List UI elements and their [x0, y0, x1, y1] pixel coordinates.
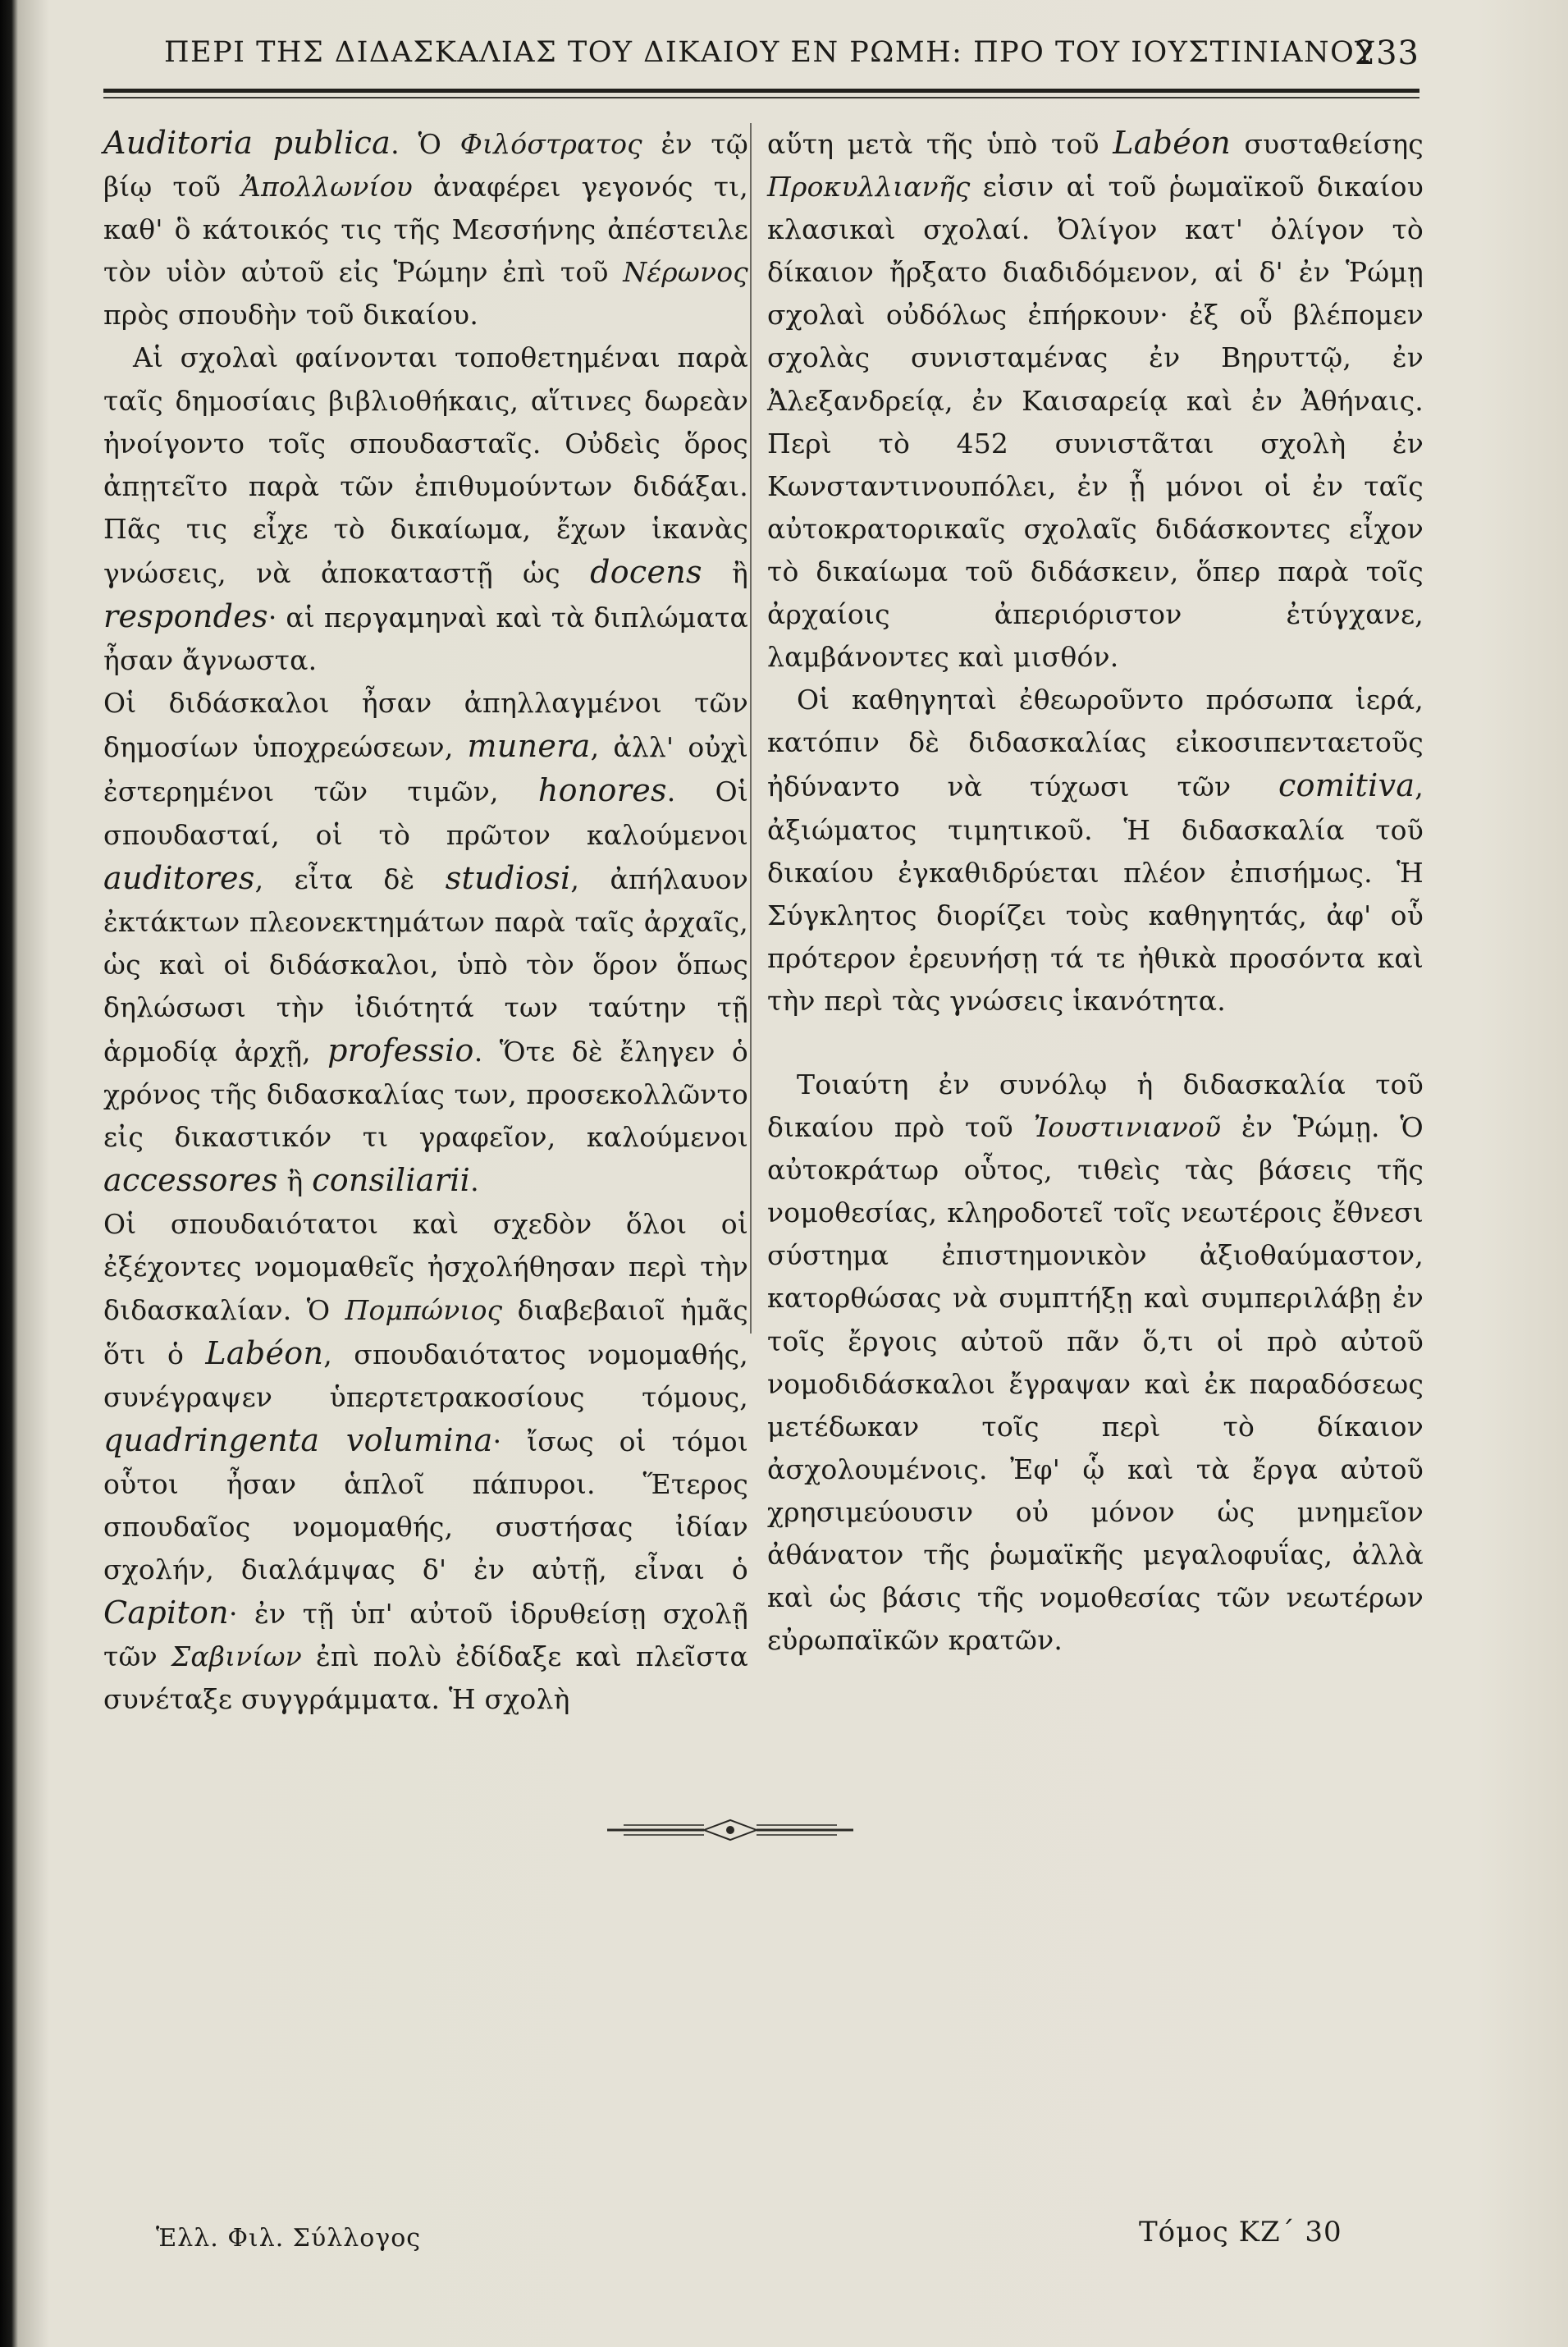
paragraph: Οἱ σπουδαιότατοι καὶ σχεδὸν ὅλοι οἱ ἐξέχοντες νομομαθεῖς ἠσχολήθησαν περὶ τὴν διδασκαλίαν. Ὁ Πομπώνιος διαβεβαιοῖ ἡμᾶς ὅτι ὁ Labéon, σπουδαιότατος νομομαθής, συνέγραψεν ὑπερτετρακοσίους τόμους, quadringenta volumina· ἴσως οἱ τόμοι οὗτοι ἦσαν ἁπλοῖ πάπυροι. Ἕτερος σπουδαῖος νομομαθής, συστήσας ἰδίαν σχολήν, διαλάμψας δ' ἐν αὐτῇ, εἶναι ὁ Capiton· ἐν τῇ ὑπ' αὐτοῦ ἱδρυθείσῃ σχολῇ τῶν Σαβινίων ἐπὶ πολὺ ἐδίδαξε καὶ πλεῖστα συνέταξε συγγράμματα. Ἡ σχολὴ: [103, 1208, 749, 1716]
paragraph: Οἱ διδάσκαλοι ἦσαν ἀπηλλαγμένοι τῶν δημοσίων ὑποχρεώσεων, munera, ἀλλ' οὐχὶ ἐστερημένοι τῶν τιμῶν, honores. Οἱ σπουδασταί, οἱ τὸ πρῶτον καλούμενοι auditores, εἶτα δὲ studiosi, ἀπήλαυον ἐκτάκτων πλεονεκτημάτων παρὰ ταῖς ἀρχαῖς, ὡς καὶ οἱ διδάσκαλοι, ὑπὸ τὸν ὅρον ὅπως δηλώσωσι τὴν ἰδιότητά των ταύτην τῇ ἁρμοδίᾳ ἀρχῇ, professio. Ὅτε δὲ ἔληγεν ὁ χρόνος τῆς διδασκαλίας των, προσεκολλῶντο εἰς δικαστικόν τι γραφεῖον, καλούμενοι accessores ἢ consiliarii.: [103, 687, 748, 1199]
paragraph: αὕτη μετὰ τῆς ὑπὸ τοῦ Labéon συσταθείσης Προκυλλιανῆς εἰσιν αἱ τοῦ ῥωμαϊκοῦ δικαίου κλασικαὶ σχολαί. Ὀλίγον κατ' ὀλίγον τὸ δίκαιον ἤρξατο διαδιδόμενον, αἱ δ' ἐν Ῥώμῃ σχολαὶ οὐδόλως ἐπήρκουν· ἐξ οὗ βλέπομεν σχολὰς συνισταμένας ἐν Βηρυττῷ, ἐν Ἀλεξανδρείᾳ, ἐν Καισαρείᾳ καὶ ἐν Ἀθήναις. Περὶ τὸ 452 συνιστᾶται σχολὴ ἐν Κωνσταντινουπόλει, ἐν ᾗ μόνοι οἱ ἐν ταῖς αὐτοκρατορικαῖς σχολαῖς διδάσκοντες εἶχον τὸ δικαίωμα τοῦ διδάσκειν, ὅπερ παρὰ τοῖς ἀρχαίοις ἀπεριόριστον ἐτύγχανε, λαμβάνοντες καὶ μισθόν.: [767, 125, 1424, 674]
ornament-divider-icon: [607, 1814, 853, 1846]
paragraph: Auditoria publica. Ὁ Φιλόστρατος ἐν τῷ βίῳ τοῦ Ἀπολλωνίου ἀναφέρει γεγονός τι, καθ' ὃ κάτοικός τις τῆς Μεσσήνης ἀπέστειλε τὸν υἱὸν αὐτοῦ εἰς Ῥώμην ἐπὶ τοῦ Νέρωνος πρὸς σπουδὴν τοῦ δικαίου.: [103, 125, 748, 332]
footer-volume: Τόμος ΚΖ΄ 30: [1139, 2216, 1342, 2249]
footer-publisher: Ἑλλ. Φιλ. Σύλλογος: [156, 2224, 422, 2253]
column-divider: [750, 123, 752, 1334]
header-rule-thick: [103, 89, 1419, 93]
right-column: [767, 121, 1424, 1662]
paragraph: Τοιαύτη ἐν συνόλῳ ἡ διδασκαλία τοῦ δικαίου πρὸ τοῦ Ἰουστινιανοῦ ἐν Ῥώμῃ. Ὁ αὐτοκράτωρ οὗτος, τιθεὶς τὰς βάσεις τῆς νομοθεσίας, κληροδοτεῖ τοῖς νεωτέροις ἔθνεσι σύστημα ἐπιστημονικὸν ἀξιοθαύμαστον, κατορθώσας νὰ συμπτήξῃ καὶ συμπεριλάβῃ ἐν τοῖς ἔργοις αὐτοῦ πᾶν ὅ,τι οἱ πρὸ αὐτοῦ νομοδιδάσκαλοι ἔγραψαν καὶ ἐκ παραδόσεως μετέδωκαν τοῖς περὶ τὸ δίκαιον ἀσχολουμένοις. Ἐφ' ᾧ καὶ τὰ ἔργα αὐτοῦ χρησιμεύουσιν οὐ μόνον ὡς μνημεῖον ἀθάνατον τῆς ῥωμαϊκῆς μεγαλοφυΐας, ἀλλὰ καὶ ὡς βάσις τῆς νομοθεσίας τῶν νεωτέρων εὐρωπαϊκῶν κρατῶν.: [767, 1068, 1424, 1657]
left-column: [103, 121, 748, 1721]
running-title: ΠΕΡΙ ΤΗΣ ΔΙΔΑΣΚΑΛΙΑΣ ΤΟΥ ΔΙΚΑΙΟΥ ΕΝ ΡΩΜΗ: ΠΡΟ ΤΟΥ ΙΟΥΣΤΙΝΙΑΝΟΥ: [164, 36, 1375, 69]
header-rule-thin: [103, 97, 1419, 98]
page-number: 233: [1354, 34, 1419, 72]
page-header: [164, 36, 1419, 77]
paragraph: Αἱ σχολαὶ φαίνονται τοποθετημέναι παρὰ ταῖς δημοσίαις βιβλιοθήκαις, αἵτινες δωρεὰν ἠνοίγοντο τοῖς σπουδασταῖς. Οὐδεὶς ὅρος ἀπῃτεῖτο παρὰ τῶν ἐπιθυμούντων διδάξαι. Πᾶς τις εἶχε τὸ δικαίωμα, ἔχων ἱκανὰς γνώσεις, νὰ ἀποκαταστῇ ὡς docens ἢ respondes· αἱ περγαμηναὶ καὶ τὰ διπλώματα ἦσαν ἄγνωστα.: [103, 341, 748, 677]
paragraph: Οἱ καθηγηταὶ ἐθεωροῦντο πρόσωπα ἱερά, κατόπιν δὲ διδασκαλίας εἰκοσιπενταετοῦς ἠδύναντο νὰ τύχωσι τῶν comitiva, ἀξιώματος τιμητικοῦ. Ἡ διδασκαλία τοῦ δικαίου ἐγκαθιδρύεται πλέον ἐπισήμως. Ἡ Σύγκλητος διορίζει τοὺς καθηγητάς, ἀφ' οὗ πρότερον ἐρευνήσῃ τά τε ἠθικὰ προσόντα καὶ τὴν περὶ τὰς γνώσεις ἱκανότητα.: [767, 684, 1424, 1017]
